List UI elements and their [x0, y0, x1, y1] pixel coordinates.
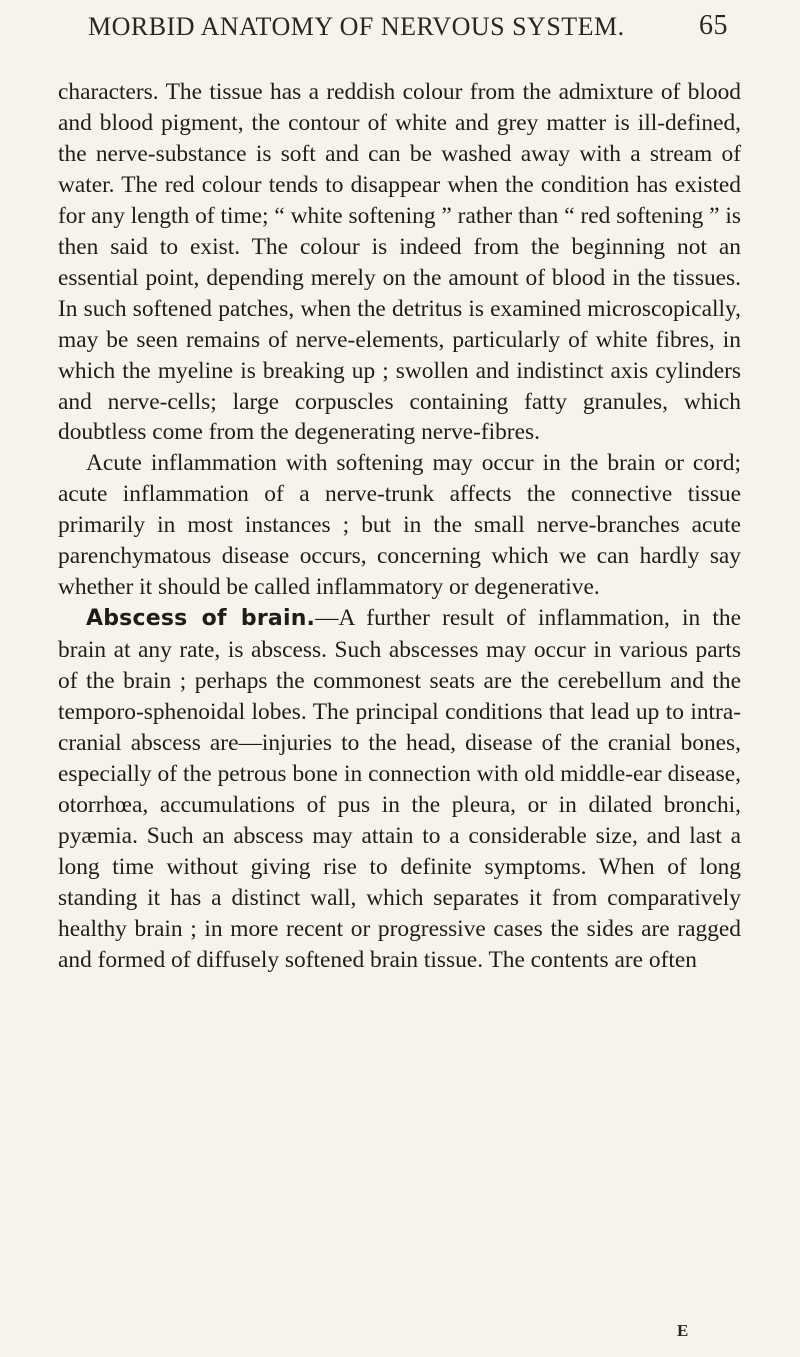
- body-text: [58, 77, 741, 976]
- running-head: [88, 6, 728, 50]
- signature-mark: E: [677, 1321, 689, 1340]
- paragraph-abscess-text: —A further result of inflammation, in the brain at any rate, is abscess. Such abscesses may occur in various parts of the brain ; perhaps the commonest seats are the cerebellum and the temporo-sphenoidal lobes. The principal conditions that lead up to intra-cranial abscess are—injuries to the head, disease of the cranial bones, especially of the petrous bone in connection with old middle-ear disease, otorrhœa, accumulations of pus in the pleura, or in dilated bronchi, pyæmia. Such an abscess may attain to a considerable size, and last a long time without giving rise to definite symptoms. When of long standing it has a distinct wall, which separates it from comparatively healthy brain ; in more recent or progressive cases the sides are ragged and formed of diffusely softened brain tissue. The contents are often: [58, 605, 741, 973]
- paragraph-acute-inflammation: Acute inflammation with softening may occur in the brain or cord; acute inflammation of a nerve-trunk affects the connective tissue primarily in most instances ; but in the small nerve-branches acute parenchymatous disease occurs, concerning which we can hardly say whether it should be called inflammatory or degenerative.: [58, 450, 741, 601]
- page-number: 65: [699, 10, 728, 41]
- section-heading: Abscess of brain.: [86, 606, 316, 632]
- paragraph-abscess-of-brain: [58, 603, 741, 975]
- paragraph-continuation: characters. The tissue has a reddish colour from the admixture of blood and blood pigment, the contour of white and grey matter is ill-defined, the nerve-substance is soft and can be washed away with a stream of water. The red colour tends to disappear when the condition has existed for any length of time; “ white softening ” rather than “ red softening ” is then said to exist. The colour is indeed from the beginning not an essential point, depending merely on the amount of blood in the tissues. In such softened patches, when the detritus is examined microscopically, may be seen remains of nerve-elements, particularly of white fibres, in which the myeline is breaking up ; swollen and indistinct axis cylinders and nerve-cells; large corpuscles containing fatty granules, which doubtless come from the degenerating nerve-fibres.: [58, 79, 741, 446]
- running-title: MORBID ANATOMY OF NERVOUS SYSTEM.: [88, 12, 625, 41]
